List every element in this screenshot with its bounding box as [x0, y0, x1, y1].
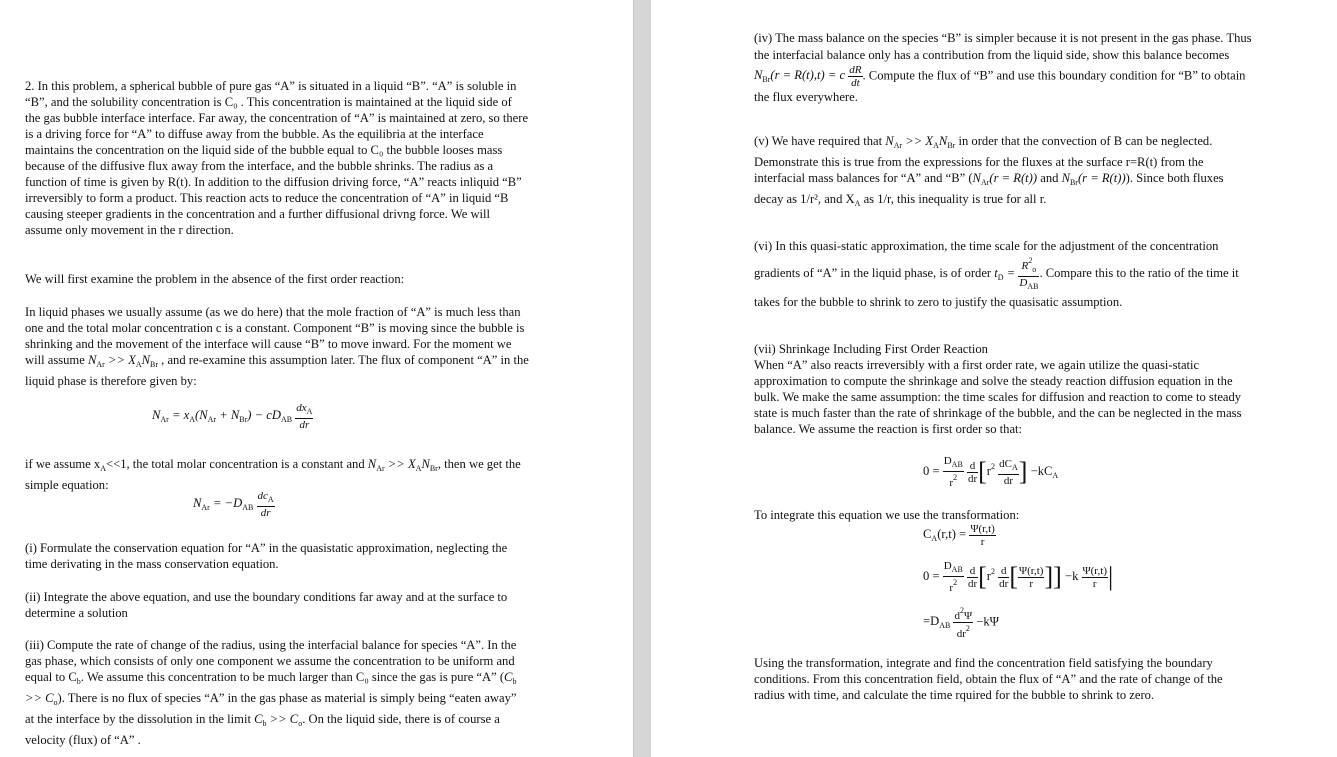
question-i-text: (i) Formulate the conservation equation for “A” in the quasistatic approximation, neglecting the time derivating in the mass conservation equation.	[25, 541, 508, 571]
simplified-equation: $=D_{AB}$ $\frac{d^2\Psi}{dr^2}$ −kΨ	[923, 606, 999, 640]
question-vi-text: (vi) In this quasi-static approximation, the time scale for the adjustment of the concentration gradients of “A” in the liquid phase, is of order $t_D$ = $\frac{R^2_o}{D_{AB}}$ . Compare this to the ratio of the time it takes for the bubble to shrink to zero to justify the quasisatic assumption.	[754, 239, 1239, 309]
liquid-assumption-text: In liquid phases we usually assume (as we do here) that the mole fraction of “A” is much less than one and the total molar concentration c is a constant. Component “B” is moving since the bubble is shrinking and the movement of the interface will cause “B” to move inward. For the moment we will assume $N_{Ar} >> X_AN_{Br}$ , and re-examine this assumption later. The flux of component “A” in the liquid phase is therefore given by:	[25, 305, 529, 388]
assume-text: if we assume $x_A<<1$, the total molar concentration is a constant and $N_{Ar} >> X_AN_{Br}$, then we get the simple equation:	[25, 457, 521, 492]
question-v	[754, 133, 1256, 212]
question-vii	[754, 341, 1259, 437]
page-left	[0, 0, 633, 757]
question-ii	[25, 589, 530, 621]
reaction-diffusion-equation: 0 = $\frac{D_{AB}}{r^2}$ $\frac{d}{dr}$ [$r^2$ $\frac{dC_A}{dr}$ ] $-kC_A$	[923, 455, 1059, 489]
transformation-intro-text: To integrate this equation we use the transformation:	[754, 508, 1020, 522]
liquid-assumption	[25, 304, 530, 389]
question-i	[25, 540, 530, 572]
question-iv-text: (iv) The mass balance on the species “B” is simpler because it is not present in the gas phase. Thus the interfacial balance only has a contribution from the liquid side, show this balance becomes $N_{Br}(r = R(t),t) = c$ $\frac{dR}{dt}$ . Compute the flux of “B” and use this boundary condition for “B” to obtain the flux everywhere.	[754, 31, 1252, 104]
problem-intro	[25, 78, 530, 238]
question-iv	[754, 30, 1257, 106]
question-vii-title: (vii) Shrinkage Including First Order Reaction	[754, 342, 988, 356]
final-paragraph-text: Using the transformation, integrate and find the concentration field satisfying the boundary conditions. From this concentration field, obtain the flux of “A” and the rate of change of the radius with time, and calculate the time rquired for the bubble to shrink to zero.	[754, 656, 1223, 702]
page-right	[651, 0, 1337, 757]
first-examine-text: We will first examine the problem in the absence of the first order reaction:	[25, 272, 405, 286]
final-paragraph	[754, 655, 1256, 703]
flux-equation-simple: $N_{Ar} = -D_{AB}$ $\frac{dc_A}{dr}$	[193, 490, 274, 519]
transformation-equation: $C_A(r,t)$ = $\frac{\Psi(r,t)}{r}$	[923, 523, 995, 548]
flux-equation-full: $N_{Ar} = x_A(N_{Ar} + N_{Br}) - cD_{AB}$ $\frac{dx_A}{dr}$	[152, 402, 313, 431]
problem-2-text: 2. In this problem, a spherical bubble of pure gas “A” is situated in a liquid “B”. “A” is soluble in “B”, and the solubility concentration is C₀ . This concentration is maintained at the liquid side of the gas bubble interface interface. Far away, the concentration of “A” is maintained at zero, so there is a driving force for “A” to diffuse away from the bubble. As the equilibria at the interface maintains the concentration on the liquid side of the bubble equal to C₀ the bubble looses mass because of the diffusive flux away from the interface, and the bubble shrinks. The radius as a function of time is given by R(t). In addition to the diffusion driving force, “A” reacts inliquid “B” irreversibly to form a product. This reaction acts to reduce the concentration of “A” in liquid “B causing steeper gradients in the concentration and a further diffusional drivng force. We will assume only movement in the r direction.	[25, 79, 529, 237]
transformed-equation: 0 = $\frac{D_{AB}}{r^2}$ $\frac{d}{dr}$ [$r^2$ $\frac{d}{dr}$ [ $\frac{\Psi(r,t)}{r}$ ]] −k $\frac{\Psi(r,t)}{r}$ |	[923, 560, 1114, 594]
first-examine	[25, 271, 530, 287]
page-gutter	[633, 0, 653, 757]
transformation-intro	[754, 507, 1259, 523]
question-iii	[25, 637, 525, 748]
assume-paragraph	[25, 456, 530, 493]
question-vi	[754, 237, 1256, 311]
question-vii-body: When “A” also reacts irreversibly with a first order rate, we again utilize the quasi-static approximation to compute the shrinkage and solve the steady reaction diffusion equation in the bulk. We make the same assumption: the time scales for diffusion and reaction to come to steady state is much faster than the rate of shrinkage of the bubble, and the can be neglected in the mass balance. We assume the reaction is first order so that:	[754, 358, 1242, 436]
question-ii-text: (ii) Integrate the above equation, and use the boundary conditions far away and at the surface to determine a solution	[25, 590, 508, 620]
question-v-text: (v) We have required that $N_{Ar} >> X_AN_{Br}$ in order that the convection of B can be neglected. Demonstrate this is true from the expressions for the fluxes at the surface r=R(t) from the interfacial mass balances for “A” and “B” ($N_{Ar}(r = R(t))$ and $N_{Br}(r = R(t))$). Since both fluxes decay as 1/r², and $X_A$ as 1/r, this inequality is true for all r.	[754, 134, 1224, 208]
question-iii-text: (iii) Compute the rate of change of the radius, using the interfacial balance for species “A”. In the gas phase, which consists of only one component we assume the concentration to be uniform and equal to $C_b$. We assume this concentration to be much larger than C₀ since the gas is pure “A” $(C_b >> C_o)$. There is no flux of species “A” in the gas phase as material is simply being “eaten away” at the interface by the dissolution in the limit $C_b >> C_o$. On the liquid side, there is of course a velocity (flux) of “A” .	[25, 638, 517, 747]
